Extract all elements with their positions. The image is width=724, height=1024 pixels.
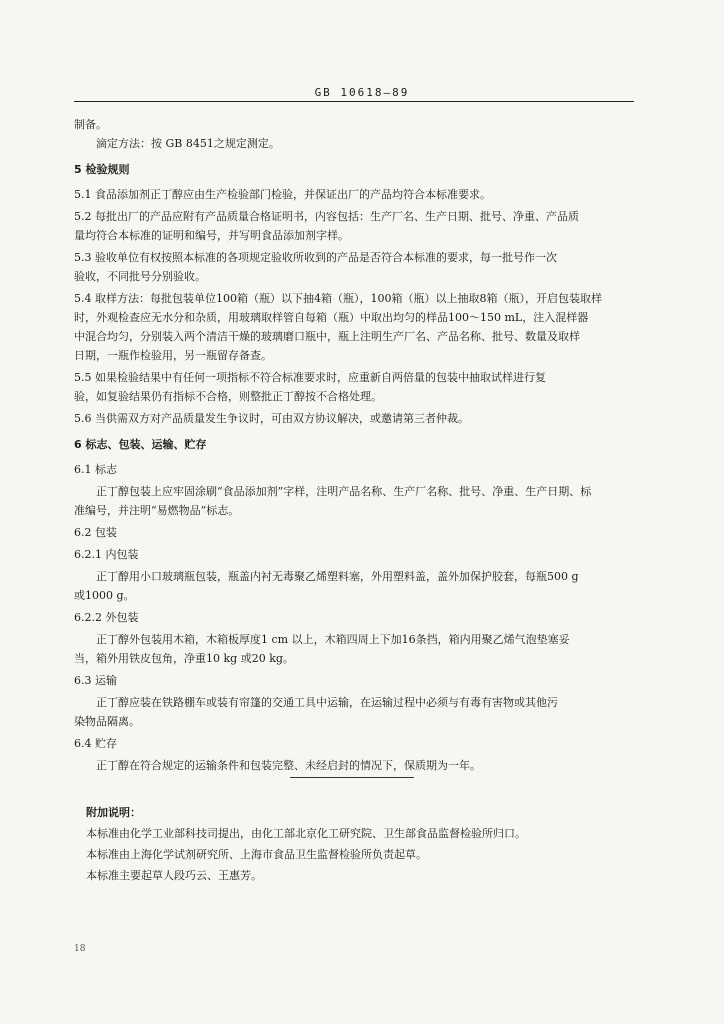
subheading-6-2: 6.2 包装 [74,526,117,539]
clause-5-4-cont: 日期，一瓶作检验用，另一瓶留存备查。 [74,349,272,362]
subheading-6-3: 6.3 运输 [74,674,117,687]
subheading-6-2-2: 6.2.2 外包装 [74,611,139,624]
paragraph: 正丁醇在符合规定的运输条件和包装完整、未经启封的情况下，保质期为一年。 [96,759,481,772]
paragraph: 制备。 [74,118,107,131]
page-number: 18 [74,944,86,954]
clause-5-6: 5.6 当供需双方对产品质量发生争议时，可由双方协议解决，或邀请第三者仲裁。 [74,412,469,425]
section-heading: 6 标志、包装、运输、贮存 [74,438,207,451]
paragraph-cont: 准编号，并注明“易燃物品”标志。 [74,504,240,517]
clause-5-4: 5.4 取样方法：每批包装单位100箱（瓶）以下抽4箱（瓶），100箱（瓶）以上抽取8箱（瓶），开启包装取样 [74,292,602,305]
clause-5-1: 5.1 食品添加剂正丁醇应由生产检验部门检验，并保证出厂的产品均符合本标准要求。 [74,188,491,201]
end-rule [290,777,414,778]
clause-5-5: 5.5 如果检验结果中有任何一项指标不符合标准要求时，应重新自两倍量的包装中抽取试样进行复 [74,371,546,384]
subheading-6-1: 6.1 标志 [74,463,117,476]
note-line: 本标准由上海化学试剂研究所、上海市食品卫生监督检验所负责起草。 [86,848,427,861]
clause-5-3: 5.3 验收单位有权按照本标准的各项规定验收所收到的产品是否符合本标准的要求，每一批号作一次 [74,251,557,264]
clause-5-2: 5.2 每批出厂的产品应附有产品质量合格证明书，内容包括：生产厂名、生产日期、批号、净重、产品质 [74,210,579,223]
notes-title: 附加说明： [86,806,141,819]
note-line: 本标准主要起草人段巧云、王惠芳。 [86,869,262,882]
clause-5-3-cont: 验收，不同批号分别验收。 [74,270,206,283]
paragraph: 滴定方法：按 GB 8451之规定测定。 [96,137,280,150]
paragraph-cont: 染物品隔离。 [74,715,140,728]
clause-5-2-cont: 量均符合本标准的证明和编号，并写明食品添加剂字样。 [74,229,349,242]
clause-5-4-cont: 中混合均匀，分别装入两个清洁干燥的玻璃磨口瓶中，瓶上注明生产厂名、产品名称、批号、数量及取样 [74,330,580,343]
subheading-6-4: 6.4 贮存 [74,737,117,750]
document-body [74,118,634,773]
paragraph-cont: 或1000 g。 [74,589,135,602]
paragraph-cont: 当，箱外用铁皮包角，净重10 kg 或20 kg。 [74,652,294,665]
note-line: 本标准由化学工业部科技司提出，由化工部北京化工研究院、卫生部食品监督检验所归口。 [86,827,526,840]
paragraph: 正丁醇应装在铁路棚车或装有帘篷的交通工具中运输，在运输过程中必须与有毒有害物或其他污 [96,696,558,709]
clause-5-4-cont: 时，外观检查应无水分和杂质，用玻璃取样管自每箱（瓶）中取出均匀的样品100～150 mL，注入混样器 [74,311,589,324]
section-heading: 5 检验规则 [74,163,130,176]
paragraph: 正丁醇用小口玻璃瓶包装，瓶盖内衬无毒聚乙烯塑料塞，外用塑料盖，盖外加保护胶套，每瓶500 g [96,570,579,583]
standard-code: GB 10618—89 [314,86,410,99]
paragraph: 正丁醇包装上应牢固涂刷“食品添加剂”字样，注明产品名称、生产厂名称、批号、净重、生产日期、标 [96,485,592,498]
additional-notes [86,806,626,883]
paragraph: 正丁醇外包装用木箱，木箱板厚度1 cm 以上，木箱四周上下加16条挡，箱内用聚乙烯气泡垫塞妥 [96,633,570,646]
header-rule [74,101,634,102]
subheading-6-2-1: 6.2.1 内包装 [74,548,139,561]
clause-5-5-cont: 验，如复验结果仍有指标不合格，则整批正丁醇按不合格处理。 [74,390,382,403]
